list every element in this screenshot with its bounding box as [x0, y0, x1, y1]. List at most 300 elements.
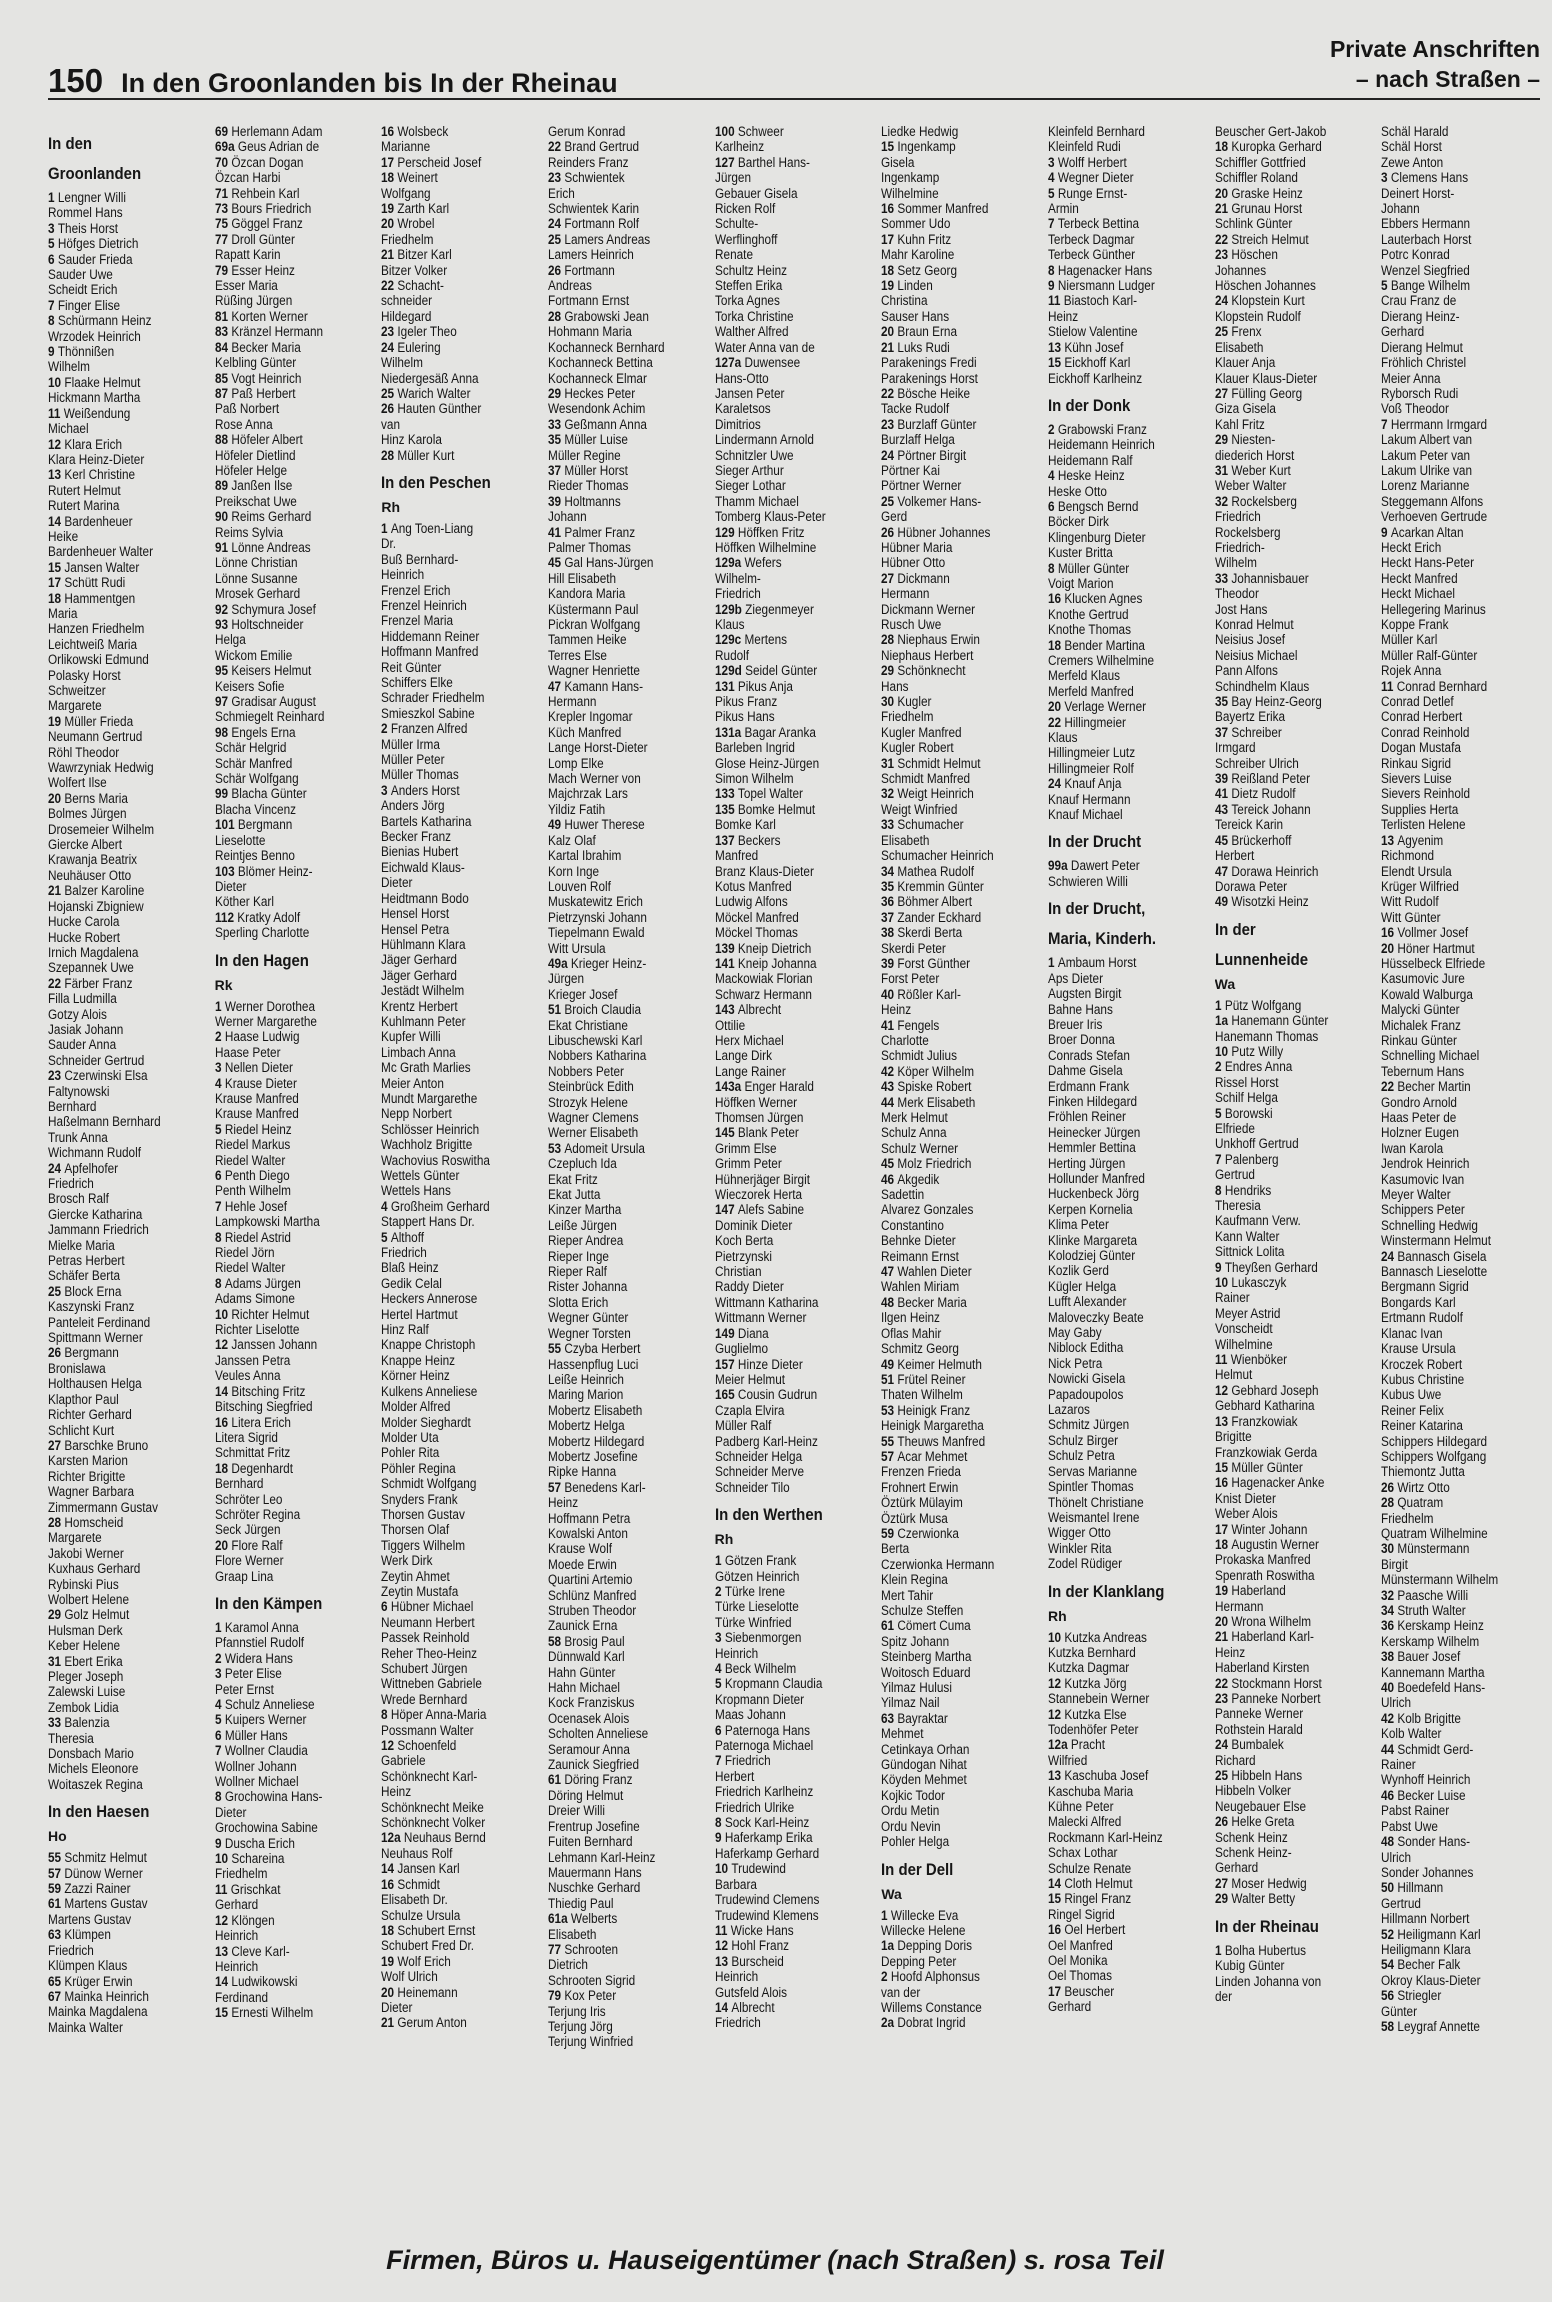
- resident-name: Herbert: [1214, 848, 1254, 864]
- resident-name: Werner Dorothea: [224, 998, 315, 1014]
- resident-name: Dünow Werner: [64, 1865, 143, 1881]
- house-number: 5: [1381, 278, 1392, 294]
- directory-entry: [715, 263, 873, 278]
- resident-name: Kühne Peter: [1048, 1799, 1114, 1814]
- directory-entry: [48, 1561, 206, 1576]
- resident-name: Elendt Ursula: [1381, 863, 1453, 879]
- directory-entry: [215, 1368, 373, 1383]
- directory-entry: [1048, 561, 1206, 576]
- resident-name: Karamol Anna: [224, 1619, 299, 1635]
- resident-name: Hickmann Martha: [48, 390, 141, 406]
- directory-entry: [1381, 1295, 1539, 1310]
- directory-entry: [215, 1569, 373, 1584]
- resident-name: Kolb Brigitte: [1397, 1710, 1462, 1726]
- house-number: 88: [214, 432, 232, 448]
- directory-entry: [881, 602, 1039, 617]
- resident-name: Pörtner Werner: [881, 478, 962, 494]
- resident-name: Becker Maria: [231, 339, 301, 355]
- directory-entry: [1381, 170, 1539, 185]
- resident-name: Jasiak Johann: [48, 1021, 124, 1037]
- resident-name: Sieger Arthur: [714, 462, 784, 478]
- house-number: 131a: [714, 724, 745, 740]
- resident-name: Bardenheuer: [64, 513, 133, 529]
- resident-name: Böcker Dirk: [1048, 514, 1109, 530]
- resident-name: Schwieren Willi: [1048, 873, 1128, 889]
- directory-entry: [548, 1695, 706, 1710]
- directory-entry: [381, 1014, 539, 1029]
- directory-entry: [881, 709, 1039, 724]
- resident-name: Friedrich: [1214, 509, 1261, 525]
- resident-name: Simon Wilhelm: [714, 771, 794, 787]
- house-number: 2a: [881, 2015, 898, 2031]
- directory-entry: [1381, 802, 1539, 817]
- resident-name: Torka Agnes: [714, 293, 780, 309]
- house-number: 1: [381, 520, 392, 536]
- resident-name: Körner Heinz: [381, 1368, 451, 1384]
- resident-name: Jestädt Wilhelm: [381, 983, 465, 999]
- resident-name: Jansen Peter: [714, 385, 785, 401]
- directory-entry: [381, 983, 539, 998]
- resident-name: Liedke Hedwig: [881, 124, 959, 139]
- directory-entry: [1215, 1044, 1373, 1059]
- house-number: 16: [881, 201, 898, 217]
- resident-name: Schiffler Roland: [1214, 170, 1298, 186]
- house-number: 6: [381, 1599, 392, 1615]
- resident-name: Knappe Heinz: [381, 1352, 456, 1368]
- house-number: 20: [214, 1537, 232, 1553]
- directory-entry: [1215, 802, 1373, 817]
- resident-name: Dawert Peter: [1070, 858, 1140, 874]
- resident-name: Petras Herbert: [48, 1253, 125, 1269]
- resident-name: Hojanski Zbigniew: [48, 898, 144, 914]
- directory-entry: [1048, 761, 1206, 776]
- resident-name: Paß Herbert: [231, 385, 296, 401]
- directory-entry: [548, 540, 706, 555]
- directory-entry: [1048, 1356, 1206, 1371]
- resident-name: Polasky Horst: [48, 667, 121, 683]
- resident-name: Depping Doris: [897, 1938, 973, 1954]
- directory-entry: [381, 1461, 539, 1476]
- directory-entry: [715, 386, 873, 401]
- house-number: 25: [48, 1283, 65, 1299]
- resident-name: Wilhelm-: [714, 570, 761, 586]
- house-number: 55: [48, 1850, 65, 1866]
- directory-entry: [215, 1106, 373, 1121]
- directory-entry: [48, 344, 206, 359]
- resident-name: Hemmler Bettina: [1048, 1140, 1136, 1156]
- directory-entry: [715, 1279, 873, 1294]
- resident-name: Sievers Luise: [1381, 771, 1453, 787]
- resident-name: Leygraf Annette: [1397, 2018, 1481, 2034]
- resident-name: Widera Hans: [224, 1650, 293, 1666]
- directory-entry: [715, 1846, 873, 1861]
- directory-entry: [1215, 263, 1373, 278]
- directory-entry: [381, 1415, 539, 1430]
- directory-entry: [1381, 1850, 1539, 1865]
- directory-entry: [1215, 139, 1373, 154]
- directory-entry: [1048, 638, 1206, 653]
- directory-entry: [48, 1515, 206, 1530]
- directory-entry: [1381, 786, 1539, 801]
- directory-entry: [215, 1666, 373, 1681]
- directory-entry: [215, 1682, 373, 1697]
- directory-entry: [715, 1033, 873, 1048]
- directory-entry: [1215, 386, 1373, 401]
- resident-name: Mainka Magdalena: [48, 2004, 148, 2020]
- directory-entry: [48, 1746, 206, 1761]
- directory-entry: [881, 478, 1039, 493]
- directory-entry: [1048, 1922, 1206, 1937]
- directory-entry: [1215, 201, 1373, 216]
- resident-name: Rudolf: [714, 647, 749, 663]
- house-number: 25: [548, 231, 565, 247]
- resident-name: Heckt Manfred: [1381, 570, 1458, 586]
- resident-name: Dobrat Ingrid: [897, 2015, 966, 2031]
- resident-name: Wollner Claudia: [224, 1743, 308, 1759]
- house-number: 16: [381, 1876, 398, 1892]
- directory-entry: [1215, 632, 1373, 647]
- house-number: 7: [1381, 416, 1392, 432]
- resident-name: Frentrup Josefine: [548, 1818, 640, 1834]
- house-number: 23: [881, 416, 898, 432]
- resident-name: Pietrzynski Johann: [548, 909, 647, 925]
- resident-name: Tammen Heike: [548, 632, 627, 648]
- resident-name: Ertmann Rudolf: [1381, 1310, 1464, 1326]
- resident-name: Pohler Rita: [381, 1445, 440, 1461]
- house-number: 79: [214, 262, 232, 278]
- house-number: 59: [48, 1881, 65, 1897]
- resident-name: Eichwald Klaus-: [381, 859, 466, 875]
- resident-name: Blömer Heinz-: [237, 863, 313, 879]
- resident-name: Krause Manfred: [214, 1090, 299, 1106]
- house-number: 8: [214, 1275, 225, 1291]
- resident-name: Faltynowski: [48, 1083, 110, 1099]
- resident-name: Dahme Gisela: [1048, 1063, 1123, 1079]
- resident-name: Heike: [48, 528, 79, 544]
- directory-entry: [715, 1218, 873, 1233]
- resident-name: Huwer Therese: [564, 817, 645, 833]
- directory-entry: [1048, 1999, 1206, 2014]
- directory-entry: [1381, 848, 1539, 863]
- directory-entry: [381, 1615, 539, 1630]
- house-number: 17: [48, 575, 65, 591]
- directory-entry: [215, 278, 373, 293]
- resident-name: Flore Werner: [214, 1553, 284, 1569]
- house-number: 22: [1214, 1675, 1232, 1691]
- resident-name: Ebert Erika: [64, 1653, 123, 1669]
- directory-entry: [381, 1168, 539, 1183]
- house-number: 29: [48, 1607, 65, 1623]
- resident-name: Walter Betty: [1231, 1891, 1295, 1907]
- directory-entry: [548, 293, 706, 308]
- directory-entry: [881, 309, 1039, 324]
- resident-name: Küstermann Paul: [548, 601, 639, 617]
- resident-name: Kugler Manfred: [881, 724, 962, 740]
- directory-entry: [1215, 1814, 1373, 1829]
- directory-entry: [381, 1892, 539, 1907]
- resident-name: Cousin Gudrun: [737, 1387, 817, 1403]
- resident-name: Okroy Klaus-Dieter: [1381, 1972, 1481, 1988]
- directory-entry: [215, 1944, 373, 1959]
- resident-name: Steggemann Alfons: [1381, 493, 1484, 509]
- directory-entry: [548, 864, 706, 879]
- directory-entry: [715, 1753, 873, 1768]
- directory-entry: [1048, 699, 1206, 714]
- resident-name: Conrad Detlef: [1381, 694, 1455, 710]
- resident-name: Hübner Johannes: [897, 524, 991, 540]
- resident-name: Krüger Erwin: [64, 1973, 133, 1989]
- resident-name: Färber Franz: [64, 975, 133, 991]
- directory-entry: [215, 1415, 373, 1430]
- directory-entry: [215, 1337, 373, 1352]
- house-number: 37: [881, 909, 898, 925]
- directory-entry: [548, 586, 706, 601]
- resident-name: Helke Greta: [1231, 1814, 1294, 1830]
- resident-name: Frenzen Frieda: [881, 1464, 962, 1480]
- house-number: 2: [1214, 1059, 1225, 1075]
- resident-name: Palmer Franz: [564, 524, 636, 540]
- directory-entry: [1215, 817, 1373, 832]
- resident-name: Kaszynski Franz: [48, 1299, 135, 1315]
- resident-name: Gradisar August: [231, 694, 316, 710]
- resident-name: Keimer Helmuth: [897, 1356, 983, 1372]
- directory-entry: [881, 417, 1039, 432]
- resident-name: Kutzka Bernhard: [1048, 1644, 1136, 1660]
- street-heading: In den Hagen: [214, 950, 309, 970]
- directory-entry: [1381, 879, 1539, 894]
- directory-entry: [1048, 170, 1206, 185]
- directory-entry: [381, 844, 539, 859]
- directory-entry: [1381, 1880, 1539, 1895]
- directory-entry: [548, 771, 706, 786]
- resident-name: Becher Martin: [1397, 1079, 1472, 1095]
- directory-entry: [715, 1661, 873, 1676]
- directory-entry: [881, 2000, 1039, 2015]
- directory-entry: [381, 232, 539, 247]
- resident-name: Haberland Kirsten: [1214, 1660, 1309, 1676]
- directory-entry: [881, 555, 1039, 570]
- house-number: 97: [214, 694, 232, 710]
- directory-entry: [381, 706, 539, 721]
- directory-entry: [215, 247, 373, 262]
- directory-entry: [1215, 998, 1373, 1013]
- resident-name: Zodel Rüdiger: [1048, 1556, 1123, 1572]
- resident-name: Bange Wilhelm: [1391, 278, 1471, 294]
- resident-name: Martens Gustav: [64, 1896, 148, 1912]
- resident-name: Becker Maria: [897, 1294, 968, 1310]
- resident-name: Wrede Bernhard: [381, 1691, 468, 1707]
- resident-name: Winstermann Helmut: [1381, 1233, 1492, 1249]
- directory-entry: [48, 791, 206, 806]
- resident-name: Balzer Karoline: [64, 883, 145, 899]
- directory-entry: [1048, 453, 1206, 468]
- directory-entry: [715, 1233, 873, 1248]
- directory-entry: [881, 941, 1039, 956]
- directory-entry: [881, 401, 1039, 416]
- directory-entry: [1381, 771, 1539, 786]
- directory-entry: [1381, 740, 1539, 755]
- directory-entry: [715, 324, 873, 339]
- resident-name: Bösche Heike: [897, 385, 971, 401]
- resident-name: Schreiber: [1231, 724, 1282, 740]
- directory-entry: [381, 1260, 539, 1275]
- directory-entry: [1048, 1861, 1206, 1876]
- resident-name: Welberts: [570, 1911, 618, 1927]
- resident-name: Wisotzki Heinz: [1231, 894, 1309, 910]
- directory-entry: [1048, 776, 1206, 791]
- resident-name: Weigt Heinrich: [897, 786, 975, 802]
- resident-name: Weismantel Irene: [1048, 1509, 1140, 1525]
- resident-name: Schmiegelt Reinhard: [214, 709, 325, 725]
- resident-name: Grischkat: [230, 1881, 281, 1897]
- house-number: 1: [881, 1907, 892, 1923]
- resident-name: Eulering: [397, 339, 441, 355]
- directory-entry: [1048, 1768, 1206, 1783]
- directory-entry: [548, 709, 706, 724]
- resident-name: Lazaros: [1048, 1402, 1090, 1418]
- resident-name: Zewe Anton: [1381, 154, 1444, 170]
- directory-entry: [48, 329, 206, 344]
- directory-entry: [215, 571, 373, 586]
- directory-entry: [1048, 986, 1206, 1001]
- directory-entry: [881, 1033, 1039, 1048]
- directory-entry: [1381, 1942, 1539, 1957]
- resident-name: Knappe Christoph: [381, 1337, 476, 1353]
- directory-entry: [1215, 1506, 1373, 1521]
- house-number: 36: [1381, 1618, 1398, 1634]
- resident-name: Hillmann Norbert: [1381, 1911, 1470, 1927]
- resident-name: Snyders Frank: [381, 1491, 458, 1507]
- directory-entry: [1381, 1341, 1539, 1356]
- directory-entry: [1048, 1968, 1206, 1983]
- directory-entry: [1381, 663, 1539, 678]
- house-number: 100: [714, 124, 738, 139]
- resident-name: Klima Peter: [1048, 1217, 1109, 1233]
- resident-name: Forst Peter: [881, 971, 940, 987]
- directory-entry: [1215, 463, 1373, 478]
- directory-entry: [1048, 1094, 1206, 1109]
- directory-entry: [381, 401, 539, 416]
- directory-entry: [881, 170, 1039, 185]
- directory-entry: [48, 775, 206, 790]
- house-number: 18: [1048, 637, 1065, 653]
- directory-entry: [215, 494, 373, 509]
- house-number: 24: [881, 447, 898, 463]
- directory-entry: [1215, 509, 1373, 524]
- resident-name: Hoffmann Manfred: [381, 644, 479, 660]
- directory-entry: [1215, 309, 1373, 324]
- directory-entry: [881, 124, 1039, 139]
- directory-entry: [381, 567, 539, 582]
- resident-name: Schär Wolfgang: [214, 771, 299, 787]
- directory-entry: [1381, 817, 1539, 832]
- resident-name: Ingenkamp: [897, 139, 957, 155]
- resident-name: Hucke Robert: [48, 929, 121, 945]
- house-number: 3: [1381, 170, 1392, 186]
- resident-name: Esser Maria: [214, 278, 278, 294]
- directory-entry: [881, 679, 1039, 694]
- resident-name: Finken Hildegard: [1048, 1093, 1138, 1109]
- resident-name: Steffen Erika: [714, 278, 782, 294]
- resident-name: Herting Jürgen: [1048, 1155, 1126, 1171]
- directory-entry: [1215, 1891, 1373, 1906]
- resident-name: Heinz: [548, 1495, 579, 1511]
- resident-name: Burzlaff Günter: [897, 416, 977, 432]
- directory-entry: [548, 1064, 706, 1079]
- directory-entry: [1381, 617, 1539, 632]
- house-number: 17: [381, 154, 398, 170]
- directory-entry: [381, 644, 539, 659]
- resident-name: Karlheinz: [714, 139, 764, 155]
- resident-name: Blacha Vincenz: [214, 801, 296, 817]
- resident-name: Pietrzynski: [714, 1248, 772, 1264]
- directory-entry: [715, 1141, 873, 1156]
- resident-name: Haferkamp Gerhard: [714, 1845, 819, 1861]
- directory-entry: [881, 1341, 1039, 1356]
- resident-name: Barschke Bruno: [64, 1437, 149, 1453]
- house-number: 39: [548, 493, 565, 509]
- resident-name: Strozyk Helene: [548, 1094, 628, 1110]
- resident-name: Struben Theodor: [548, 1603, 637, 1618]
- directory-entry: [715, 1295, 873, 1310]
- directory-entry: [548, 1757, 706, 1772]
- house-number: 10: [714, 1861, 732, 1877]
- resident-name: Schenk Heinz-: [1214, 1845, 1292, 1861]
- resident-name: Rinkau Günter: [1381, 1032, 1458, 1048]
- resident-name: Apfelhofer: [64, 1160, 119, 1176]
- directory-entry: [381, 1646, 539, 1661]
- resident-name: Göggel Franz: [231, 216, 303, 232]
- directory-entry: [215, 1897, 373, 1912]
- directory-entry: [48, 1850, 206, 1865]
- directory-entry: [1048, 874, 1206, 889]
- resident-name: Berns Maria: [64, 790, 128, 806]
- directory-entry: [548, 1896, 706, 1911]
- directory-entry: [715, 910, 873, 925]
- directory-entry: [381, 1877, 539, 1892]
- directory-entry: [381, 1091, 539, 1106]
- resident-name: Krüger Wilfried: [1381, 878, 1460, 894]
- directory-entry: [215, 417, 373, 432]
- resident-name: Klein Regina: [881, 1572, 949, 1588]
- resident-name: Schönknecht Karl-: [381, 1768, 478, 1784]
- directory-entry: [881, 1803, 1039, 1818]
- resident-name: Möckel Manfred: [714, 909, 799, 925]
- resident-name: Buß Bernhard-: [381, 551, 459, 567]
- street-heading: In den Kämpen: [214, 1593, 322, 1613]
- resident-name: Schürmann Heinz: [57, 313, 152, 329]
- resident-name: Barbara: [714, 1876, 757, 1892]
- directory-entry: [381, 2015, 539, 2030]
- resident-name: Mertens: [744, 632, 787, 648]
- house-number: 12a: [381, 1830, 405, 1846]
- resident-name: Brosch Ralf: [48, 1191, 109, 1207]
- house-number: 69a: [214, 139, 238, 155]
- directory-entry: [1048, 1784, 1206, 1799]
- resident-name: Slotta Erich: [548, 1294, 609, 1310]
- house-number: 49: [881, 1356, 898, 1372]
- house-number: 20: [48, 790, 65, 806]
- directory-entry: [1048, 792, 1206, 807]
- directory-entry: [881, 1908, 1039, 1923]
- directory-entry: [48, 1315, 206, 1330]
- resident-name: Erdmann Frank: [1048, 1078, 1130, 1094]
- resident-name: Heinrich: [714, 1645, 758, 1661]
- directory-entry: [548, 786, 706, 801]
- directory-entry: [381, 1676, 539, 1691]
- directory-entry: [715, 432, 873, 447]
- directory-entry: [48, 375, 206, 390]
